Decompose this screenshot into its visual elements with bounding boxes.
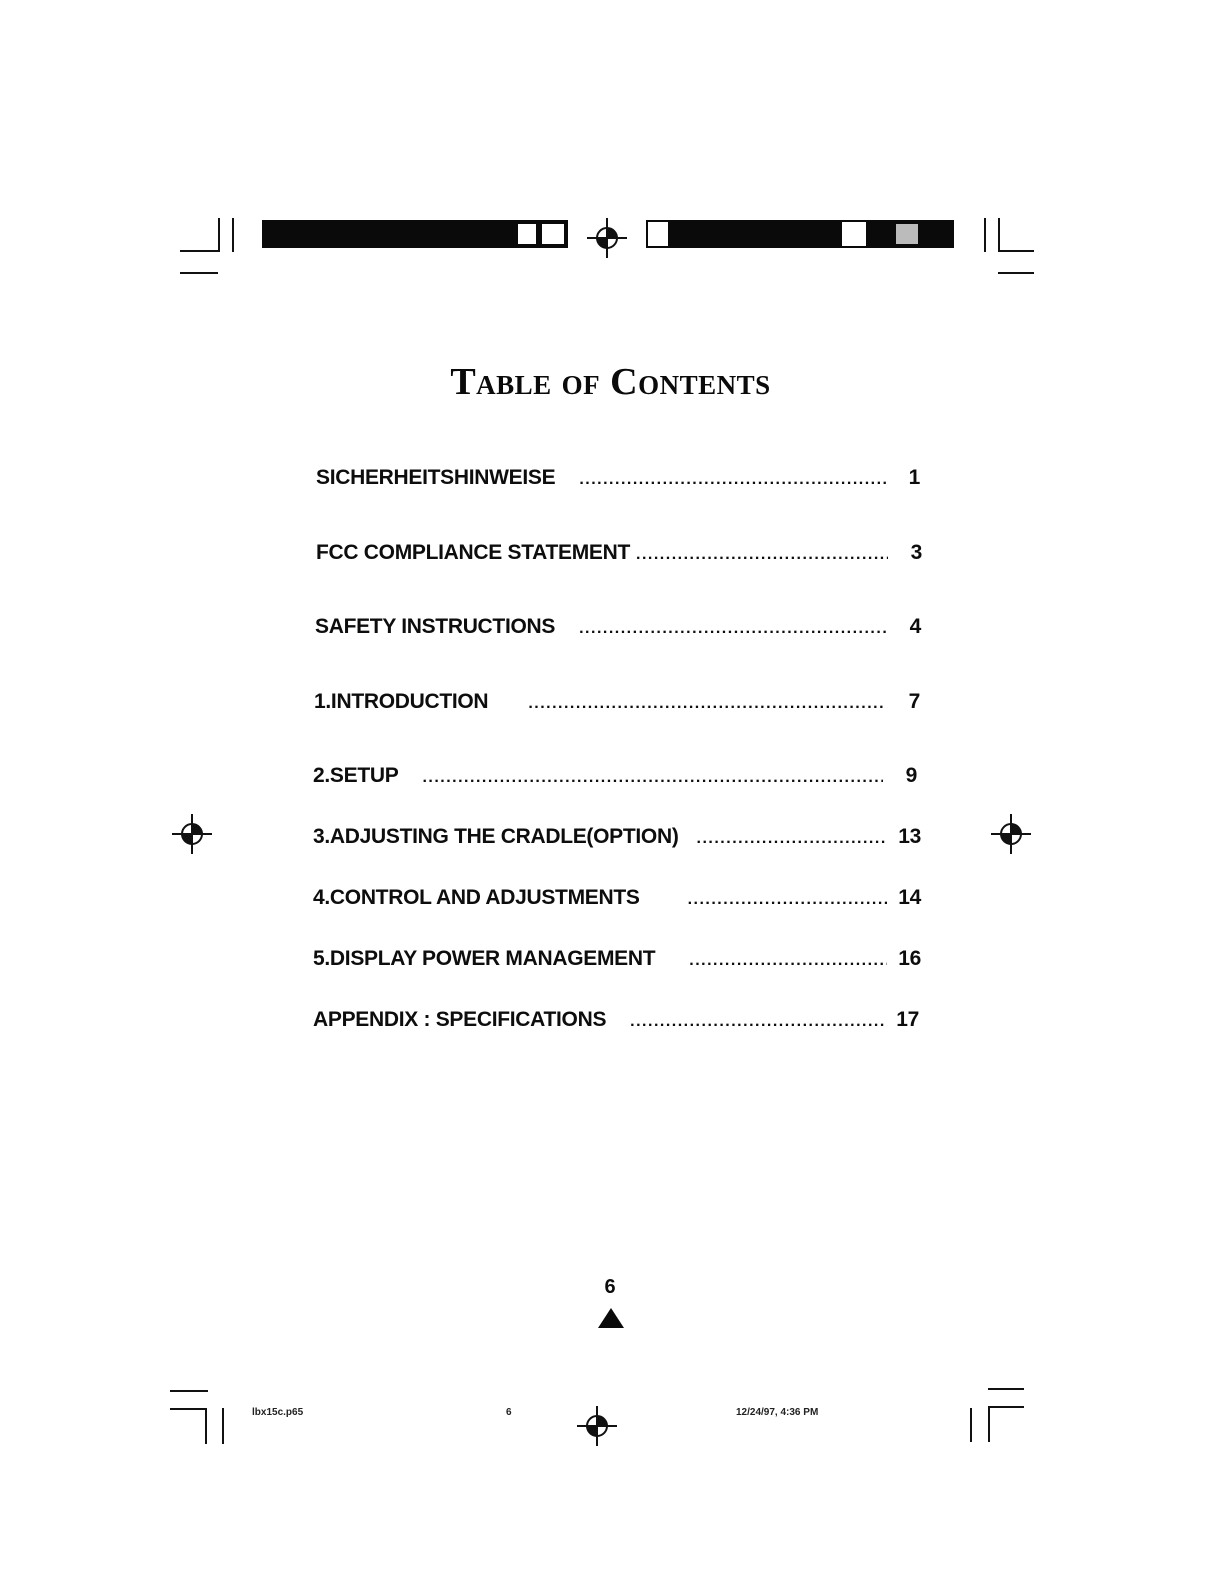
toc-entry-page: 7: [908, 690, 920, 713]
toc-entry-label: 1.INTRODUCTION: [314, 690, 489, 713]
slug-filename: lbx15c.p65: [252, 1407, 304, 1418]
toc-entry-label: 3.ADJUSTING THE CRADLE(OPTION): [313, 825, 679, 848]
toc-entry-page: 1: [908, 466, 920, 489]
toc-entry[interactable]: [313, 764, 917, 794]
page-number: 6: [604, 1276, 616, 1298]
toc-dot-leader: [630, 1013, 885, 1031]
toc-entry-page: 4: [909, 615, 921, 638]
toc-dot-leader: [697, 830, 887, 848]
toc-dot-leader: [579, 620, 887, 638]
toc-entry[interactable]: [313, 947, 921, 977]
toc-entry[interactable]: [315, 615, 921, 645]
toc-entry[interactable]: [316, 541, 922, 571]
toc-dot-leader: [688, 891, 887, 909]
toc-dot-leader: [579, 471, 886, 489]
toc-entry-page: 13: [898, 825, 921, 848]
toc-entry-label: SAFETY INSTRUCTIONS: [315, 615, 556, 638]
toc-entry[interactable]: [313, 886, 921, 916]
toc-entry-label: 5.DISPLAY POWER MANAGEMENT: [313, 947, 656, 970]
toc-entry[interactable]: [313, 825, 921, 855]
toc-entry-label: APPENDIX : SPECIFICATIONS: [313, 1008, 607, 1031]
toc-entry-page: 14: [898, 886, 921, 909]
toc-entry[interactable]: [313, 1008, 919, 1038]
registration-target-icon: [587, 218, 627, 258]
toc-entry-label: FCC COMPLIANCE STATEMENT: [316, 541, 631, 564]
toc-entry-label: 2.SETUP: [313, 764, 399, 787]
page-title: Table of Contents: [450, 361, 771, 403]
toc-dot-leader: [636, 546, 888, 564]
triangle-up-icon: [598, 1308, 624, 1328]
toc-entry[interactable]: [316, 466, 920, 496]
toc-entry-label: 4.CONTROL AND ADJUSTMENTS: [313, 886, 640, 909]
slug-timestamp: 12/24/97, 4:36 PM: [736, 1407, 819, 1418]
toc-entry-page: 17: [896, 1008, 919, 1031]
registration-target-icon: [577, 1406, 617, 1446]
toc-entry-page: 3: [910, 541, 922, 564]
toc-dot-leader: [689, 952, 887, 970]
toc-dot-leader: [422, 769, 883, 787]
toc-entry-page: 9: [905, 764, 917, 787]
registration-target-icon: [172, 814, 212, 854]
registration-target-icon: [991, 814, 1031, 854]
toc-dot-leader: [528, 695, 886, 713]
toc-entry-page: 16: [898, 947, 921, 970]
slug-page: 6: [506, 1407, 512, 1418]
toc-entry-label: SICHERHEITSHINWEISE: [316, 466, 556, 489]
toc-entry[interactable]: [314, 690, 920, 720]
